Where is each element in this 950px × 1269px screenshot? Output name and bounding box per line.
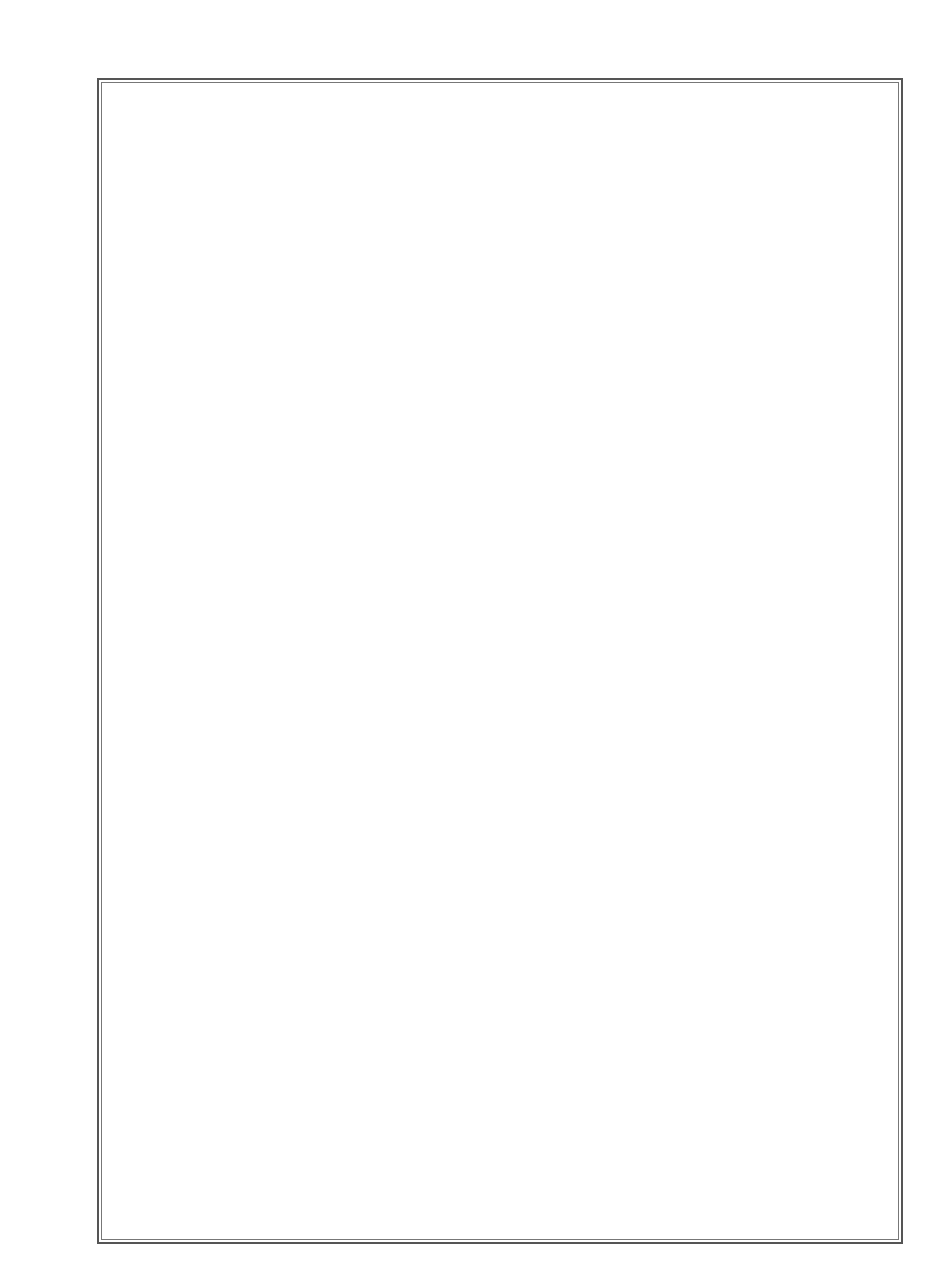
vocabulary-sheet-inner	[101, 82, 899, 1240]
vocabulary-sheet	[97, 78, 903, 1244]
